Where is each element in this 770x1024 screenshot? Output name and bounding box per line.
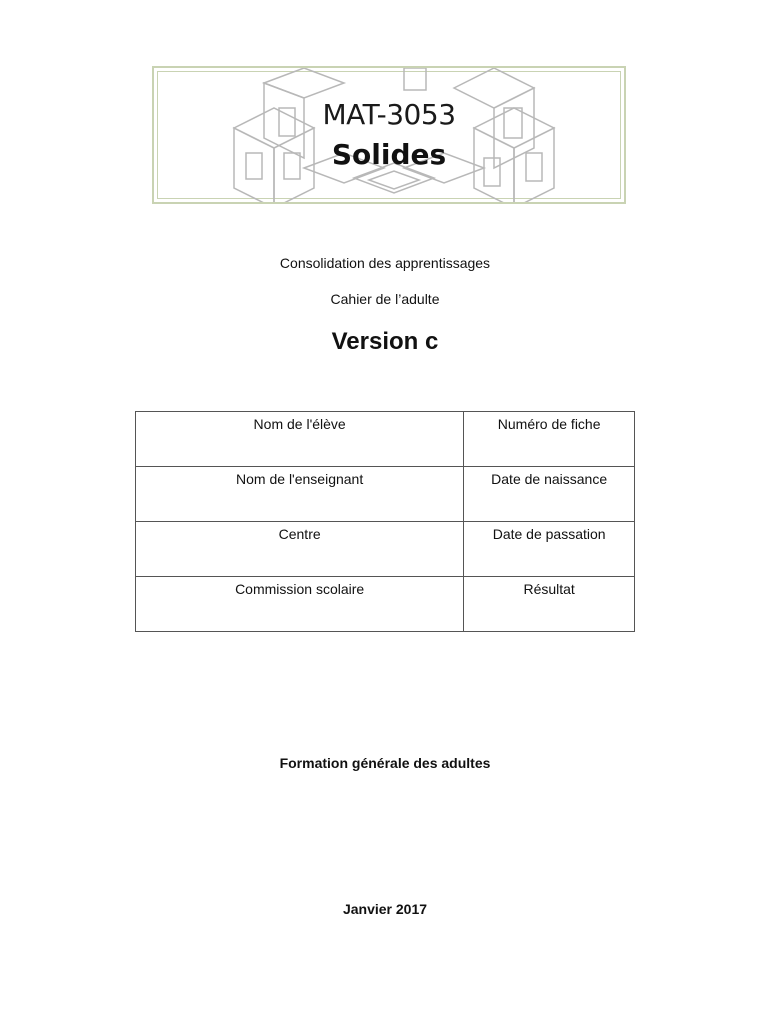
publication-date: Janvier 2017 <box>342 901 428 917</box>
subtitle-cahier: Cahier de l’adulte <box>330 291 440 307</box>
field-nom-enseignant[interactable]: Nom de l'enseignant <box>136 467 464 522</box>
field-date-passation[interactable]: Date de passation <box>464 522 635 577</box>
field-centre[interactable]: Centre <box>136 522 464 577</box>
field-commission-scolaire[interactable]: Commission scolaire <box>136 577 464 632</box>
title-banner <box>152 66 626 204</box>
table-row <box>136 522 635 577</box>
table-row <box>136 467 635 522</box>
subtitle-consolidation: Consolidation des apprentissages <box>279 255 491 271</box>
field-numero-fiche[interactable]: Numéro de fiche <box>464 412 635 467</box>
course-title: Solides <box>331 138 447 171</box>
field-date-naissance[interactable]: Date de naissance <box>464 467 635 522</box>
course-code: MAT-3053 <box>322 98 456 131</box>
table-row <box>136 412 635 467</box>
field-nom-eleve[interactable]: Nom de l'élève <box>136 412 464 467</box>
cubes-illustration <box>154 68 626 204</box>
student-info-table <box>135 411 635 632</box>
field-resultat[interactable]: Résultat <box>464 577 635 632</box>
program-name: Formation générale des adultes <box>279 755 491 771</box>
table-row <box>136 577 635 632</box>
version-heading: Version c <box>331 328 439 355</box>
